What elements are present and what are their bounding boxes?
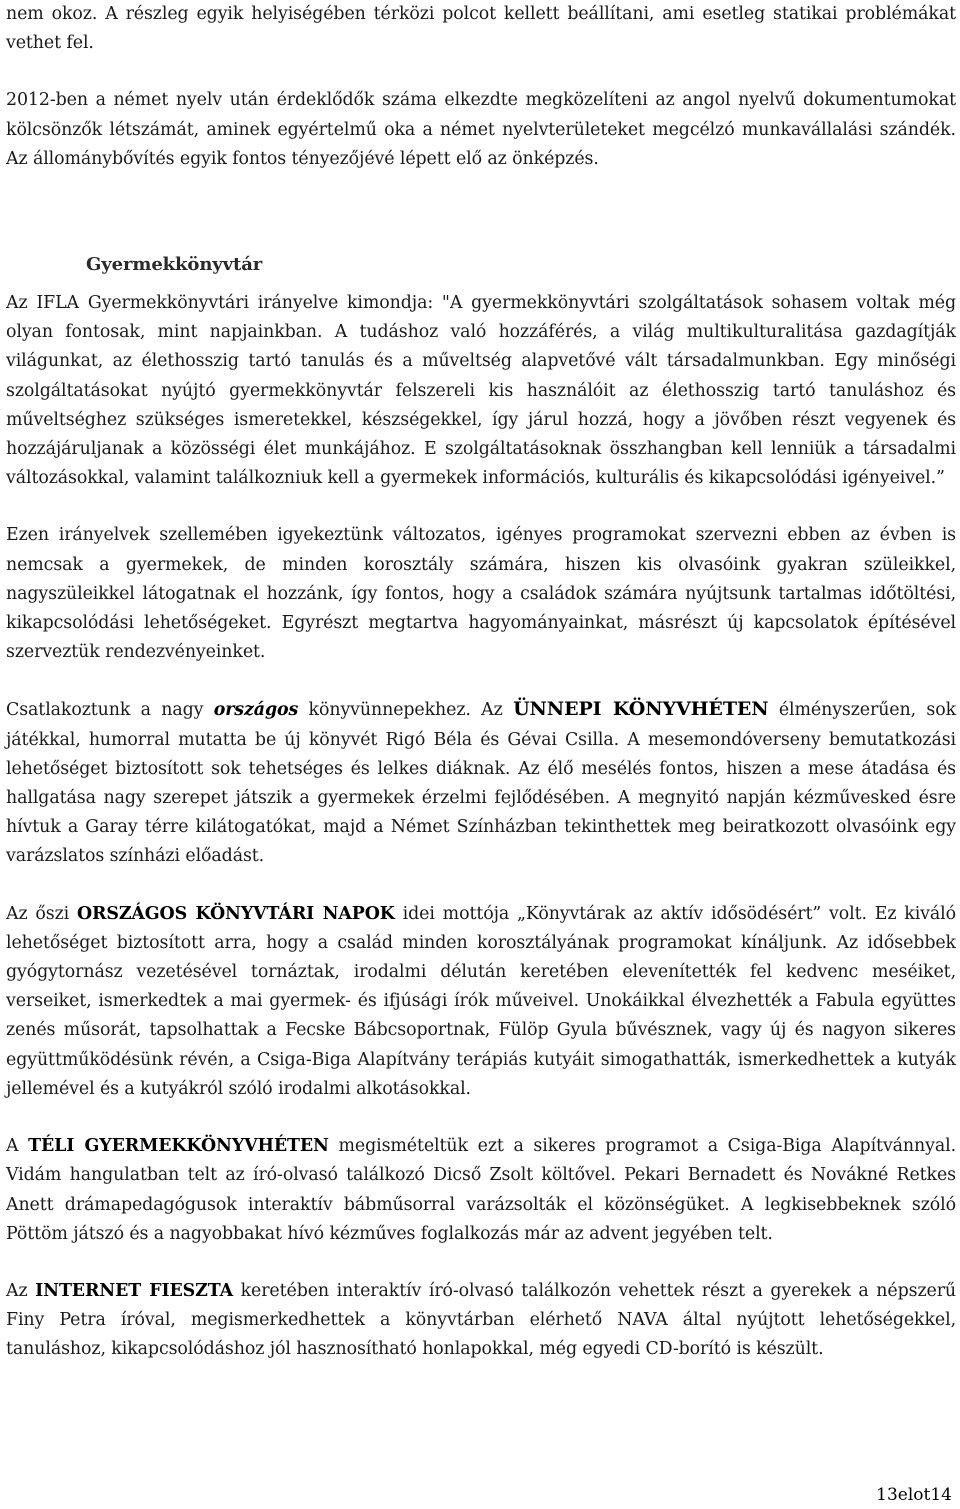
spacer xyxy=(6,279,956,289)
spacer xyxy=(6,493,956,521)
event-name: ÜNNEPI KÖNYVHÉTEN xyxy=(513,698,769,721)
text-run: A xyxy=(6,1136,29,1157)
paragraph-intro: nem okoz. A részleg egyik helyiségében térközi polcot kellett beállítani, ami esetleg statikai problémákat vethet fel. xyxy=(6,4,956,54)
paragraph-german-language: 2012-ben a német nyelv után érdeklődők száma elkezdte megközelíteni az angol nyelvű dokumentumokat kölcsönzők létszámát, aminek egyértelmű oka a német nyelvterületeket megcélzó munkavállalási szándék. Az állománybővítés egyik fontos tényezőjévé lépett elő az önképzés. xyxy=(6,90,956,169)
text-run: könyvünnepekhez. Az xyxy=(298,700,514,721)
paragraph-internet-fiesta xyxy=(6,1277,956,1365)
event-name: INTERNET FIESZTA xyxy=(35,1280,233,1301)
paragraph-winter-book-week xyxy=(6,1132,956,1249)
section-heading: Gyermekkönyvtár xyxy=(86,254,263,276)
paragraph-book-week xyxy=(6,695,956,871)
spacer xyxy=(6,872,956,900)
emphasis-text: országos xyxy=(213,700,299,721)
text-run: keretében interaktív író-olvasó találkozón vehettek részt a gyerekek a népszerű Finy Petra íróval, megismerkedhettek a könyvtárban elérhető NAVA által nyújtott lehetőségekkel, tanuláshoz, kikapcsolódáshoz jól hasznosítható honlapokkal, még egyedi CD-borító is készült. xyxy=(6,1280,957,1360)
document-page xyxy=(6,0,956,1365)
text-run: Az xyxy=(6,1280,36,1301)
page-footer: 13elot14 xyxy=(876,1485,952,1505)
spacer xyxy=(6,667,956,695)
spacer xyxy=(6,58,956,86)
paragraph-guidelines: Ezen irányelvek szellemében igyekeztünk változatos, igényes programokat szervezni ebben az évben is nemcsak a gyermekek, de minden korosztály számára, hiszen kis olvasóink gyakran szüleikkel, nagyszüleikkel látogatnak el hozzánk, így fontos, hogy a családok számára nyújtsunk tartalmas időtöltési, kikapcsolódási lehetőségeket. Egyrészt megtartva hagyományainkat, másrészt új kapcsolatok építésével szerveztük rendezvényeinket. xyxy=(6,525,956,663)
event-name: TÉLI GYERMEKKÖNYVHÉTEN xyxy=(28,1136,329,1157)
spacer xyxy=(6,1249,956,1277)
event-name: ORSZÁGOS KÖNYVTÁRI NAPOK xyxy=(76,903,395,924)
text-run: élményszerűen, sok játékkal, humorral mutatta be új könyvét Rigó Béla és Gévai Csilla. A mesemondóverseny bemutatkozási lehetőséget biztosított sok tehetséges és lelkes diáknak. Az élő mesélés fontos, hiszen a mese átadása és hallgatása nagy szerepet játszik a gyermekek érzelmi fejlődésében. A megnyitó napján kézművesked ésre hívtuk a Garay térre kilátogatókat, majd a Német Színházban tekinthettek meg beiratkozott olvasóink egy varázslatos színházi előadást. xyxy=(6,700,957,867)
paragraph-library-days xyxy=(6,900,956,1104)
text-run: megismételtük ezt a sikeres programot a Csiga-Biga Alapítvánnyal. Vidám hangulatban telt az író-olvasó találkozó Dicső Zsolt költővel. Pekari Bernadett és Novákné Retkes Anett drámapedagógusok interaktív bábműsorral varázsolták el közönségüket. A legkisebbeknek szóló Pöttöm játszó és a nagyobbakat hívó kézműves foglalkozás már az advent jegyében telt. xyxy=(6,1136,957,1244)
spacer xyxy=(6,1104,956,1132)
spacer xyxy=(6,174,956,250)
text-run: idei mottója „Könyvtárak az aktív idősödésért” volt. Ez kiváló lehetőséget biztosított arra, hogy a család minden korosztályának programokat kínáljunk. Az idősebbek gyógytornász vezetésével tornáztak, irodalmi délután keretében elevenítették fel kedvenc meséiket, verseiket, ismerkedtek a mai gyermek- és ifjúsági írók műveivel. Unokáikkal élvezhették a Fabula együttes zenés műsorát, tapsolhattak a Fecske Bábcsoportnak, Fülöp Gyula bűvésznek, vagy új és nagyon sikeres együttműködésünk révén, a Csiga-Biga Alapítvány terápiás kutyáit simogathatták, ismerkedhettek a kutyák jellemével és a kutyákról szóló irodalmi alkotásokkal. xyxy=(6,903,956,1099)
text-run: Csatlakoztunk a nagy xyxy=(6,700,214,721)
paragraph-ifla-quote: Az IFLA Gyermekkönyvtári irányelve kimondja: "A gyermekkönyvtári szolgáltatások sohasem voltak még olyan fontosak, mint napjainkban. A tudáshoz való hozzáférés, a világ multikulturalitása gazdagítják világunkat, az élethosszig tartó tanulás és a műveltség alapvetővé vált társadalmunkban. Egy minőségi szolgáltatásokat nyújtó gyermekkönyvtár felszereli kis használóit az élethosszig tartó tanuláshoz és műveltséghez szükséges ismeretekkel, készségekkel, így járul hozzá, hogy a jövőben részt vegyenek és hozzájáruljanak a közösségi élet munkájához. E szolgáltatásoknak összhangban kell lenniük a társadalmi változásokkal, valamint találkozniuk kell a gyermekek információs, kulturális és kikapcsolódási igényeivel.” xyxy=(6,293,956,489)
text-run: Az őszi xyxy=(6,903,77,924)
